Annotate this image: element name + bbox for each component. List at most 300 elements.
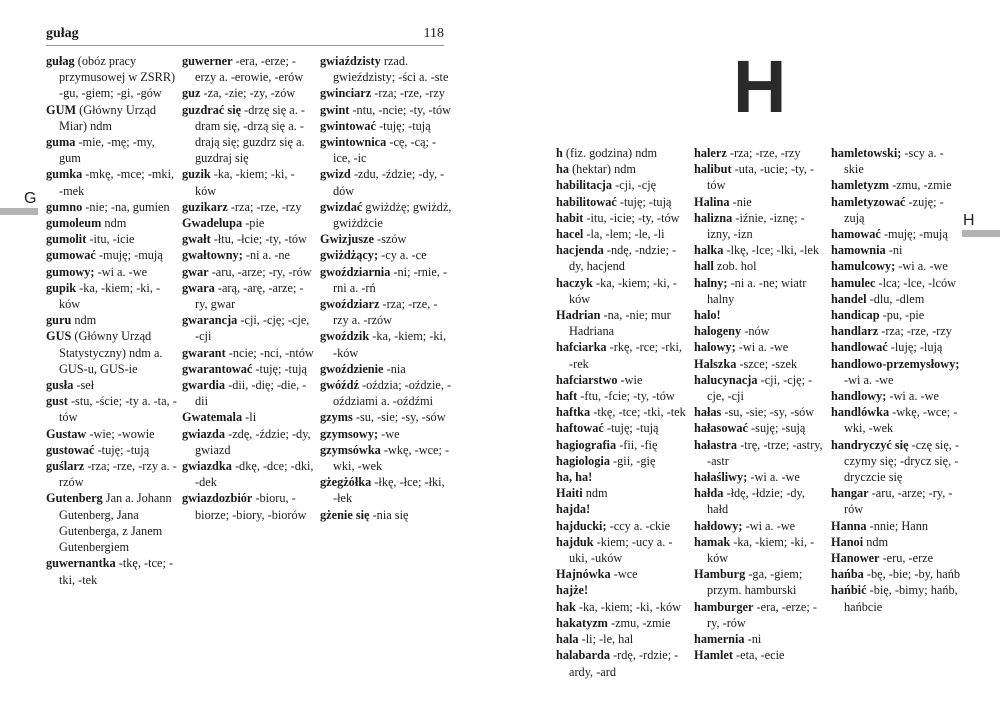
entry-headword: hakatyzm: [556, 615, 608, 630]
entry-headword: guzik: [182, 167, 211, 182]
entry-inflection: -tuję; -tują: [376, 118, 431, 133]
entry-inflection: -trę, -trze; -astry, -astr: [707, 437, 823, 468]
entry-headword: gwiazda: [182, 426, 226, 441]
entry-inflection: -bę, -bie; -by, hańb: [863, 567, 961, 582]
entry-headword: hałas: [694, 405, 722, 420]
entry-inflection: -ka, -kiem; -ki, -ków: [569, 275, 677, 306]
dictionary-entry: [182, 490, 314, 522]
entry-inflection: -oździa; -oździe, -oździami a. -oźdźmi: [333, 378, 452, 409]
dictionary-entry: [320, 53, 452, 85]
dictionary-entry: [556, 194, 688, 210]
entry-headword: halogeny: [694, 324, 742, 339]
dictionary-entry: [831, 582, 963, 614]
entry-headword: hajda!: [556, 502, 591, 517]
dictionary-entry: [556, 566, 688, 582]
entry-headword: gwizd: [320, 167, 351, 182]
entry-headword: habilitacja: [556, 178, 613, 193]
entry-inflection: -dii, -dię; -die, -dii: [195, 378, 307, 409]
entry-headword: Hanna: [831, 518, 867, 533]
dictionary-column-3: [320, 53, 452, 523]
thumb-index-letter-h: H: [963, 212, 975, 229]
entry-headword: halizna: [694, 210, 733, 225]
entry-headword: hamletowski;: [831, 146, 902, 160]
dictionary-entry: [694, 566, 826, 598]
entry-inflection: -drzę się a. -dram się, -drzą się a. -drają się; guzdrz się a. guzdraj się: [195, 102, 305, 166]
entry-headword: hałdowy;: [694, 518, 743, 533]
entry-inflection: -szów: [373, 232, 407, 247]
entry-inflection: -arą, -arę, -arze; -ry, gwar: [195, 280, 304, 312]
dictionary-entry: [46, 426, 178, 442]
entry-inflection: ndm: [101, 216, 127, 231]
entry-inflection: -la, -lem; -le, -li: [583, 227, 665, 242]
entry-inflection: -nów: [741, 324, 770, 339]
dictionary-entry: [831, 388, 963, 404]
entry-inflection: -ni: [885, 243, 903, 258]
entry-headword: handlarz: [831, 324, 879, 339]
dictionary-entry: [694, 404, 826, 420]
entry-inflection: -wkę, -wce; -wki, -wek: [844, 405, 958, 436]
dictionary-entry: [831, 437, 963, 486]
entry-headword: hala: [556, 632, 579, 647]
dictionary-entry: [46, 490, 178, 555]
entry-inflection: -tkę, -tce; -tki, -tek: [59, 556, 174, 587]
dictionary-entry: [320, 102, 452, 118]
entry-inflection: -wi a. -we: [94, 264, 148, 279]
entry-headword: gułag: [46, 54, 75, 68]
dictionary-entry: [46, 166, 178, 198]
dictionary-entry: [182, 361, 314, 377]
dictionary-entry: [831, 258, 963, 274]
dictionary-entry: [831, 145, 963, 177]
entry-headword: Haiti: [556, 486, 583, 501]
entry-inflection: rzad. gwieździsty; -ści a. -ste: [333, 54, 449, 85]
dictionary-entry: [46, 134, 178, 166]
entry-headword: handicap: [831, 308, 880, 323]
entry-inflection: -ni a. -ne; wiatr halny: [707, 275, 807, 306]
dictionary-entry: [556, 437, 688, 453]
entry-headword: guz: [182, 86, 201, 101]
entry-headword: gwoździarz: [320, 297, 380, 312]
entry-inflection: -rza; -rze, -rzy a. -rzów: [333, 297, 438, 328]
dictionary-entry: [831, 194, 963, 226]
entry-headword: handryczyć się: [831, 437, 909, 452]
entry-inflection: -nie: [729, 194, 752, 209]
entry-inflection: -mkę, -mce; -mki, -mek: [59, 167, 175, 198]
dictionary-entry: [694, 647, 826, 663]
entry-inflection: -ka, -kiem; -ki, -ków: [575, 599, 682, 614]
thumb-index-tab: [962, 230, 1000, 237]
dictionary-entry: [694, 194, 826, 210]
entry-inflection: -nie; -na, gumien: [82, 199, 170, 214]
dictionary-entry: [46, 102, 178, 134]
dictionary-entry: [320, 199, 452, 231]
dictionary-entry: [831, 566, 963, 582]
dictionary-entry: [694, 356, 826, 372]
entry-headword: h: [556, 146, 563, 160]
dictionary-entry: [556, 631, 688, 647]
entry-inflection: -wie: [617, 372, 643, 387]
entry-inflection: -za, -zie; -zy, -zów: [200, 86, 296, 101]
entry-headword: gwint: [320, 102, 350, 117]
entry-headword: gumoleum: [46, 216, 102, 231]
entry-headword: guma: [46, 135, 76, 150]
entry-inflection: -nia się: [369, 507, 409, 522]
entry-inflection: -zdu, -ździe; -dy, -dów: [333, 167, 445, 198]
entry-headword: gusła: [46, 378, 74, 393]
entry-headword: gwiazdka: [182, 459, 232, 474]
entry-headword: gwóźdź: [320, 378, 359, 393]
entry-headword: hałda: [694, 486, 724, 501]
dictionary-entry: [694, 145, 826, 161]
dictionary-entry: [694, 599, 826, 631]
dictionary-entry: [694, 469, 826, 485]
entry-inflection: -pie: [242, 216, 265, 231]
entry-headword: halabarda: [556, 648, 610, 663]
section-letter: H: [733, 45, 787, 128]
dictionary-entry: [46, 231, 178, 247]
entry-headword: gwar: [182, 264, 209, 279]
dictionary-entry: [182, 247, 314, 263]
dictionary-entry: [320, 361, 452, 377]
entry-headword: Gutenberg: [46, 491, 103, 506]
entry-headword: hańba: [831, 567, 864, 582]
entry-inflection: -ni; -rnie, -rni a. -rń: [333, 264, 448, 295]
entry-headword: Hanower: [831, 551, 880, 566]
entry-inflection: -łdę, -łdzie; -dy, hałd: [707, 486, 805, 517]
entry-inflection: -ka, -kiem; -ki, -ków: [59, 280, 161, 312]
entry-headword: gust: [46, 394, 68, 409]
entry-headword: Hamburg: [694, 567, 746, 582]
entry-headword: hamownia: [831, 243, 886, 258]
entry-headword: halowy;: [694, 340, 736, 355]
entry-headword: gustować: [46, 442, 95, 457]
dictionary-entry: [182, 53, 314, 85]
entry-headword: gwintownica: [320, 135, 387, 150]
entry-inflection: -ni: [744, 632, 762, 647]
dictionary-entry: [831, 356, 963, 388]
entry-inflection: -stu, -ście; -ty a. -ta, -tów: [59, 394, 177, 425]
entry-inflection: Jan a. Johann Gutenberg, Jana Gutenberga, z Janem Gutenbergiem: [59, 491, 172, 555]
entry-inflection: -zmu, -zmie: [889, 178, 952, 193]
entry-inflection: -lca; -lce, -lców: [875, 275, 956, 290]
dictionary-column-2: [182, 53, 314, 523]
entry-inflection: -luję; -lują: [887, 340, 943, 355]
entry-headword: Gwizjusze: [320, 232, 374, 247]
entry-headword: guzikarz: [182, 199, 228, 214]
entry-inflection: -iźnie, -iznę; -izny, -izn: [707, 210, 805, 242]
dictionary-entry: [46, 458, 178, 490]
dictionary-entry: [46, 555, 178, 587]
entry-inflection: -rza; -rze, -rzy: [227, 199, 302, 214]
entry-headword: hańbić: [831, 583, 867, 598]
entry-inflection: -rkę, -rce; -rki, -rek: [569, 340, 683, 371]
entry-inflection: -cji, -cję; -cje, -cji: [195, 313, 310, 344]
dictionary-entry: [831, 339, 963, 355]
entry-headword: gwiazdozbiór: [182, 491, 253, 506]
entry-headword: halka: [694, 243, 724, 258]
entry-inflection: -wi a. -we: [735, 340, 789, 355]
entry-inflection: -li; -le, hal: [578, 632, 634, 647]
entry-inflection: -muję; -mują: [95, 248, 163, 263]
entry-headword: gumno: [46, 199, 83, 214]
dictionary-entry: [694, 210, 826, 242]
dictionary-entry: [556, 177, 688, 193]
entry-inflection: -ka, -kiem; -ki, -ków: [333, 329, 447, 360]
dictionary-entry: [320, 85, 452, 101]
dictionary-entry: [556, 599, 688, 615]
entry-headword: Halszka: [694, 356, 737, 371]
entry-headword: hałasować: [694, 421, 748, 436]
dictionary-entry: [320, 247, 452, 263]
page-number: 118: [423, 26, 444, 41]
dictionary-entry: [320, 474, 452, 506]
entry-inflection: -wi a. -we: [742, 518, 796, 533]
running-head: [46, 26, 444, 46]
dictionary-entry: [831, 485, 963, 517]
entry-headword: Halina: [694, 194, 730, 209]
entry-headword: Gwadelupa: [182, 216, 243, 231]
entry-inflection: -tuję; -tują: [616, 194, 672, 209]
entry-headword: Gwatemala: [182, 410, 243, 425]
entry-inflection: -wi a. -we: [895, 259, 948, 274]
entry-headword: hamować: [831, 227, 881, 242]
dictionary-entry: [556, 242, 688, 274]
dictionary-column-1: [46, 53, 178, 588]
dictionary-entry: [694, 307, 826, 323]
entry-inflection: -łkę, -łce; -łki, -łek: [333, 475, 445, 506]
dictionary-entry: [320, 507, 452, 523]
dictionary-entry: [182, 102, 314, 167]
entry-inflection: -bioru, -biorze; -biory, -biorów: [195, 491, 307, 522]
entry-headword: hajduk: [556, 534, 594, 549]
entry-inflection: -czę się, -czymy się; -drycz się, -dryczcie się: [844, 437, 960, 485]
dictionary-entry: [831, 550, 963, 566]
entry-inflection: -itu, -icie; -ty, -tów: [583, 210, 680, 225]
entry-inflection: -rza; -rze, -rzy: [726, 146, 801, 160]
entry-inflection: -łtu, -łcie; -ty, -tów: [210, 232, 307, 247]
dictionary-entry: [694, 323, 826, 339]
entry-headword: gwałt: [182, 232, 211, 247]
entry-inflection: -dkę, -dce; -dki, -dek: [195, 459, 314, 490]
entry-headword: hamletyzm: [831, 178, 890, 193]
entry-headword: gwarantować: [182, 361, 253, 376]
dictionary-entry: [182, 345, 314, 361]
entry-headword: gupik: [46, 280, 77, 295]
dictionary-entry: [320, 328, 452, 360]
dictionary-entry: [182, 85, 314, 101]
entry-inflection: ndm: [582, 486, 608, 501]
dictionary-entry: [46, 280, 178, 312]
dictionary-entry: [556, 469, 688, 485]
dictionary-entry: [556, 485, 688, 501]
dictionary-entry: [46, 312, 178, 328]
entry-headword: gwałtowny;: [182, 248, 243, 263]
entry-headword: gzymsówka: [320, 442, 381, 457]
dictionary-entry: [694, 631, 826, 647]
dictionary-entry: [46, 377, 178, 393]
entry-headword: gwiżdżący;: [320, 248, 379, 263]
entry-headword: guwernantka: [46, 556, 116, 571]
entry-headword: hajże!: [556, 583, 589, 598]
entry-headword: hangar: [831, 486, 869, 501]
dictionary-entry: [556, 501, 688, 517]
entry-headword: haftka: [556, 405, 591, 420]
entry-inflection: -mie, -mę; -my, gum: [59, 135, 155, 166]
entry-headword: gwoździarnia: [320, 264, 391, 279]
entry-headword: gwara: [182, 280, 215, 295]
entry-headword: haftować: [556, 421, 604, 436]
entry-headword: GUM: [46, 102, 77, 117]
entry-headword: guru: [46, 313, 72, 328]
entry-inflection: -ka, -kiem; -ki, -ków: [195, 167, 295, 198]
dictionary-entry: [831, 226, 963, 242]
dictionary-entry: [46, 199, 178, 215]
dictionary-entry: [831, 291, 963, 307]
entry-inflection: -ccy a. -ckie: [606, 518, 671, 533]
entry-inflection: -dlu, -dlem: [866, 291, 925, 306]
entry-inflection: -eta, -ecie: [732, 648, 785, 663]
dictionary-entry: [46, 53, 178, 102]
entry-inflection: -na, -nie; mur Hadriana: [569, 308, 671, 339]
entry-inflection: -gii, -gię: [609, 453, 656, 468]
entry-headword: halo!: [694, 308, 721, 323]
dictionary-entry: [694, 518, 826, 534]
entry-inflection: -ni a. -ne: [242, 248, 290, 263]
entry-headword: guzdrać się: [182, 102, 242, 117]
dictionary-entry: [320, 231, 452, 247]
entry-headword: gumowy;: [46, 264, 95, 279]
entry-inflection: -rdę, -rdzie; -ardy, -ard: [569, 648, 679, 679]
entry-headword: handlowy;: [831, 389, 887, 404]
entry-inflection: -tkę, -tce; -tki, -tek: [590, 405, 686, 420]
entry-inflection: -zdę, -ździe; -dy, gwiazd: [195, 426, 311, 457]
dictionary-entry: [556, 161, 688, 177]
dictionary-entry: [831, 307, 963, 323]
entry-headword: gwarant: [182, 345, 226, 360]
entry-inflection: -cę, -cą; -ice, -ic: [333, 135, 437, 166]
entry-inflection: -li: [242, 410, 257, 425]
dictionary-entry: [694, 275, 826, 307]
dictionary-entry: [694, 420, 826, 436]
entry-inflection: -tuję; -tują: [94, 442, 150, 457]
dictionary-entry: [556, 145, 688, 161]
dictionary-column-2: [694, 145, 826, 664]
entry-inflection: -we: [378, 426, 400, 441]
entry-headword: hamernia: [694, 632, 745, 647]
dictionary-entry: [556, 453, 688, 469]
entry-inflection: -tuję; -tują: [603, 421, 659, 436]
entry-inflection: -ndę, -ndzie; -dy, hacjend: [569, 243, 677, 274]
dictionary-entry: [831, 275, 963, 291]
entry-inflection: -rza; -rze, -rzy: [878, 324, 952, 339]
entry-headword: haczyk: [556, 275, 593, 290]
entry-headword: gwardia: [182, 378, 226, 393]
dictionary-entry: [320, 296, 452, 328]
dictionary-entry: [182, 312, 314, 344]
dictionary-entry: [556, 275, 688, 307]
entry-inflection: -ncie; -nci, -ntów: [225, 345, 314, 360]
dictionary-entry: [182, 264, 314, 280]
entry-inflection: -wi a. -we: [886, 389, 939, 404]
entry-headword: gżenie się: [320, 507, 370, 522]
entry-inflection: -aru, -arze; -ry, -rów: [208, 264, 312, 279]
entry-headword: gzymsowy;: [320, 426, 379, 441]
dictionary-entry: [694, 258, 826, 274]
entry-headword: handlować: [831, 340, 888, 355]
entry-headword: hak: [556, 599, 576, 614]
entry-inflection: (fiz. godzina) ndm: [562, 146, 658, 160]
entry-inflection: -rza; -rze, -rzy: [371, 86, 445, 101]
dictionary-entry: [831, 242, 963, 258]
entry-headword: haft: [556, 389, 578, 404]
dictionary-entry: [46, 442, 178, 458]
dictionary-entry: [320, 442, 452, 474]
dictionary-entry: [694, 339, 826, 355]
entry-headword: gżegżółka: [320, 475, 372, 490]
dictionary-entry: [556, 518, 688, 534]
right-page: [500, 0, 1000, 712]
entry-headword: gwarancja: [182, 313, 238, 328]
entry-headword: handlowo-przemysłowy;: [831, 356, 960, 371]
dictionary-entry: [182, 199, 314, 215]
entry-inflection: -rza; -rze, -rzy a. -rzów: [59, 459, 177, 490]
entry-headword: gwiaździsty: [320, 54, 381, 68]
dictionary-column-1: [556, 145, 688, 680]
dictionary-entry: [831, 177, 963, 193]
thumb-index-letter-g: G: [24, 190, 37, 207]
entry-inflection: -kiem; -ucy a. -uki, -uków: [569, 534, 673, 566]
running-head-word: gułag: [46, 26, 79, 41]
entry-inflection: -suję; -sują: [747, 421, 806, 436]
entry-headword: hamletyzować: [831, 194, 906, 209]
entry-inflection: -zuję; -zują: [844, 194, 944, 225]
entry-inflection: zob. hol: [713, 259, 757, 274]
dictionary-entry: [320, 409, 452, 425]
entry-headword: halerz: [694, 146, 727, 160]
dictionary-entry: [46, 215, 178, 231]
entry-headword: Hadrian: [556, 308, 601, 323]
entry-headword: hamulec: [831, 275, 876, 290]
dictionary-entry: [46, 264, 178, 280]
entry-inflection: -era, -erze; -erzy a. -erowie, -erów: [195, 54, 304, 85]
entry-headword: halibut: [694, 162, 732, 177]
entry-inflection: -su, -sie; -sy, -sów: [721, 405, 815, 420]
dictionary-entry: [556, 534, 688, 566]
dictionary-entry: [556, 404, 688, 420]
dictionary-entry: [694, 242, 826, 258]
entry-inflection: -wkę, -wce; -wki, -wek: [333, 442, 450, 474]
dictionary-entry: [831, 518, 963, 534]
entry-inflection: -su, -sie; -sy, -sów: [352, 410, 446, 425]
dictionary-entry: [182, 458, 314, 490]
dictionary-entry: [556, 647, 688, 679]
entry-headword: hacjenda: [556, 243, 604, 258]
entry-inflection: -ga, -giem; przym. hamburski: [707, 567, 803, 598]
dictionary-entry: [694, 161, 826, 193]
entry-inflection: -wie; -wowie: [86, 426, 155, 441]
entry-headword: halny;: [694, 275, 728, 290]
entry-headword: handel: [831, 291, 867, 306]
dictionary-entry: [320, 134, 452, 166]
entry-inflection: (obóz pracy przymusowej w ZSRR) -gu, -giem; -gi, -gów: [59, 54, 176, 101]
entry-inflection: -itu, -icie: [86, 232, 135, 247]
entry-headword: gwoździenie: [320, 361, 384, 376]
entry-inflection: -cji, -cję: [612, 178, 657, 193]
entry-headword: hamburger: [694, 599, 754, 614]
entry-inflection: -bię, -bimy; hańb, hańbcie: [844, 583, 958, 614]
dictionary-entry: [556, 372, 688, 388]
dictionary-entry: [46, 393, 178, 425]
